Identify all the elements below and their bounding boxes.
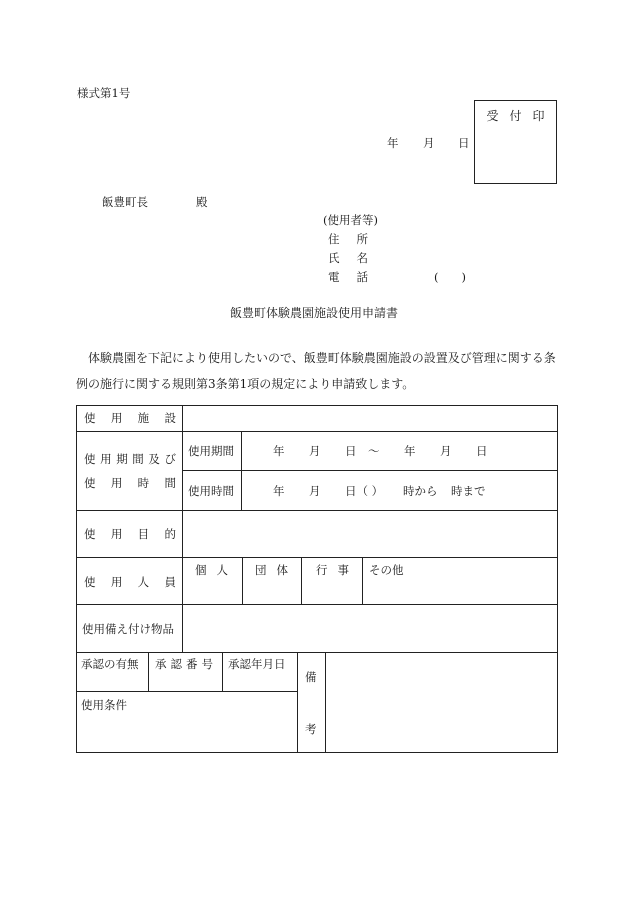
applicant-phone-label: 電話	[328, 270, 385, 284]
column-divider	[301, 557, 302, 605]
applicant-name-label: 氏名	[328, 251, 385, 265]
period-label-line2: 使用時間	[84, 476, 176, 490]
column-divider	[148, 652, 149, 692]
row-divider	[182, 470, 558, 471]
approval-date-label: 承認年月日	[228, 657, 286, 671]
time-sub-label: 使用時間	[188, 484, 234, 498]
period-end-year: 年	[404, 444, 416, 458]
persons-type-group: 団体	[255, 563, 298, 577]
time-to: 時まで	[451, 484, 486, 498]
column-divider	[242, 557, 243, 605]
document-title: 飯豊町体験農園施設使用申請書	[230, 306, 399, 320]
column-divider	[222, 652, 223, 692]
body-line-2: 例の施行に関する規則第3条第1項の規定により申請致します。	[76, 377, 415, 391]
period-end-day: 日	[476, 444, 488, 458]
approval-label: 承認の有無	[81, 657, 139, 671]
phone-parens: ( )	[434, 270, 466, 284]
remarks-label-top: 備	[305, 670, 317, 684]
addressee-honorific: 殿	[196, 195, 208, 209]
time-year: 年	[273, 484, 285, 498]
addressee-name: 飯豊町長	[102, 195, 148, 209]
applicant-heading: (使用者等)	[323, 213, 378, 227]
time-day-weekday: 日（ ）	[345, 484, 384, 498]
period-start-year: 年	[273, 444, 285, 458]
equipment-label: 使用備え付け物品	[82, 622, 174, 636]
stamp-label: 受付印	[486, 109, 556, 123]
period-start-month: 月	[309, 444, 321, 458]
period-label-line1: 使用期間及び	[84, 452, 176, 466]
date-year: 年	[387, 136, 399, 150]
persons-type-individual: 個人	[195, 563, 238, 577]
conditions-label: 使用条件	[81, 698, 127, 712]
approval-number-label: 承認番号	[155, 657, 217, 671]
column-divider	[362, 557, 363, 605]
remarks-label-bottom: 考	[305, 722, 317, 736]
body-line-1: 体験農園を下記により使用したいので、飯豊町体験農園施設の設置及び管理に関する条	[88, 351, 556, 365]
row-divider	[76, 510, 558, 511]
column-divider	[241, 431, 242, 511]
period-tilde: ～	[368, 444, 380, 458]
reception-stamp-box	[474, 100, 557, 184]
row-divider	[76, 557, 558, 558]
date-day: 日	[458, 136, 470, 150]
purpose-label: 使用目的	[84, 527, 176, 541]
period-start-day: 日	[345, 444, 357, 458]
date-month: 月	[423, 136, 435, 150]
period-end-month: 月	[440, 444, 452, 458]
period-sub-label: 使用期間	[188, 444, 234, 458]
row-divider	[76, 431, 558, 432]
applicant-address-label: 住所	[328, 232, 385, 246]
time-month: 月	[309, 484, 321, 498]
column-divider	[297, 652, 298, 753]
facility-label: 使用施設	[84, 411, 176, 425]
persons-type-event: 行事	[316, 563, 359, 577]
persons-label: 使用人員	[84, 575, 176, 589]
persons-type-other: その他	[369, 563, 404, 577]
time-from: 時から	[403, 484, 438, 498]
row-divider	[76, 691, 297, 692]
row-divider	[76, 604, 558, 605]
column-divider	[182, 405, 183, 653]
column-divider	[325, 652, 326, 753]
form-number: 様式第1号	[77, 86, 131, 100]
